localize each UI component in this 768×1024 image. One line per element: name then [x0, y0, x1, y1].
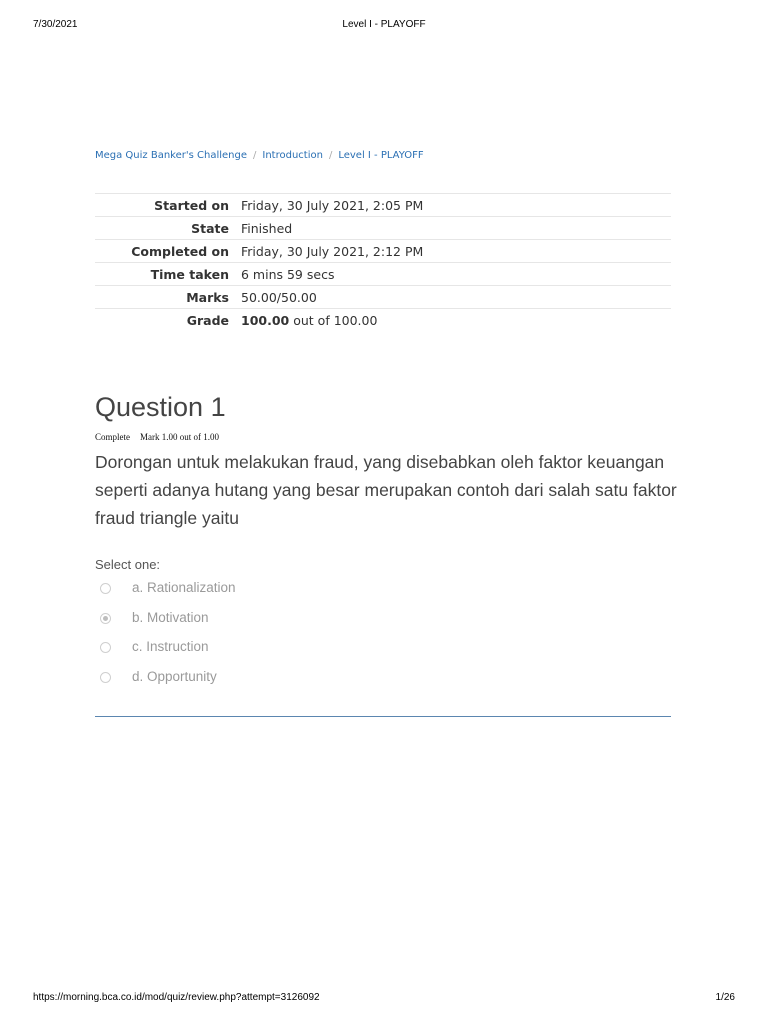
- select-one-prompt: Select one:: [95, 557, 161, 572]
- summary-value: Friday, 30 July 2021, 2:05 PM: [235, 194, 671, 217]
- print-title: Level I - PLAYOFF: [342, 19, 426, 30]
- print-date: 7/30/2021: [33, 19, 78, 30]
- summary-row-time-taken: [95, 263, 671, 286]
- radio-button-selected[interactable]: [100, 613, 111, 624]
- grade-value: 100.00: [241, 312, 290, 328]
- summary-row-grade: [95, 309, 671, 332]
- radio-button[interactable]: [100, 642, 111, 653]
- answer-label: a. Rationalization: [132, 580, 236, 595]
- breadcrumb-separator: /: [253, 150, 257, 161]
- print-footer: [33, 992, 735, 1006]
- summary-label: Completed on: [95, 240, 235, 263]
- print-page-number: 1/26: [715, 992, 735, 1003]
- breadcrumb: [95, 150, 424, 161]
- question-status: Complete: [95, 432, 130, 442]
- summary-row-state: [95, 217, 671, 240]
- summary-row-completed-on: [95, 240, 671, 263]
- question-text: Dorongan untuk melakukan fraud, yang disebabkan oleh faktor keuangan seperti adanya hutang yang besar merupakan contoh dari salah satu faktor fraud triangle yaitu: [95, 452, 677, 528]
- attempt-summary-table: [95, 193, 671, 332]
- summary-label: Time taken: [95, 263, 235, 286]
- summary-value: Friday, 30 July 2021, 2:12 PM: [235, 240, 671, 263]
- summary-value: 6 mins 59 secs: [235, 263, 671, 286]
- answer-label: d. Opportunity: [132, 668, 217, 684]
- summary-value: Finished: [235, 217, 671, 240]
- summary-row-marks: [95, 286, 671, 309]
- breadcrumb-item-course[interactable]: Mega Quiz Banker's Challenge: [95, 150, 248, 161]
- breadcrumb-separator: /: [328, 150, 333, 161]
- summary-label: Marks: [95, 286, 235, 309]
- answer-label: b. Motivation: [132, 609, 209, 625]
- breadcrumb-item-section[interactable]: Introduction: [262, 150, 323, 161]
- question-divider: [95, 716, 671, 717]
- grade-out-of: out of 100.00: [289, 312, 378, 328]
- radio-button[interactable]: [100, 583, 111, 594]
- summary-value: 50.00/50.00: [235, 286, 671, 309]
- summary-label: State: [95, 217, 235, 240]
- print-url: https://morning.bca.co.id/mod/quiz/review.php?attempt=3126092: [33, 992, 320, 1003]
- summary-value: [235, 309, 671, 332]
- question-info: [95, 432, 219, 442]
- summary-label: Started on: [95, 194, 235, 217]
- breadcrumb-item-quiz[interactable]: Level I - PLAYOFF: [338, 150, 424, 161]
- answer-label: c. Instruction: [132, 639, 209, 654]
- radio-button[interactable]: [100, 672, 111, 683]
- summary-row-started-on: [95, 194, 671, 217]
- print-header: [33, 19, 735, 33]
- summary-label: Grade: [95, 309, 235, 332]
- question-mark: Mark 1.00 out of 1.00: [140, 432, 219, 442]
- question-title: Question 1: [95, 392, 226, 422]
